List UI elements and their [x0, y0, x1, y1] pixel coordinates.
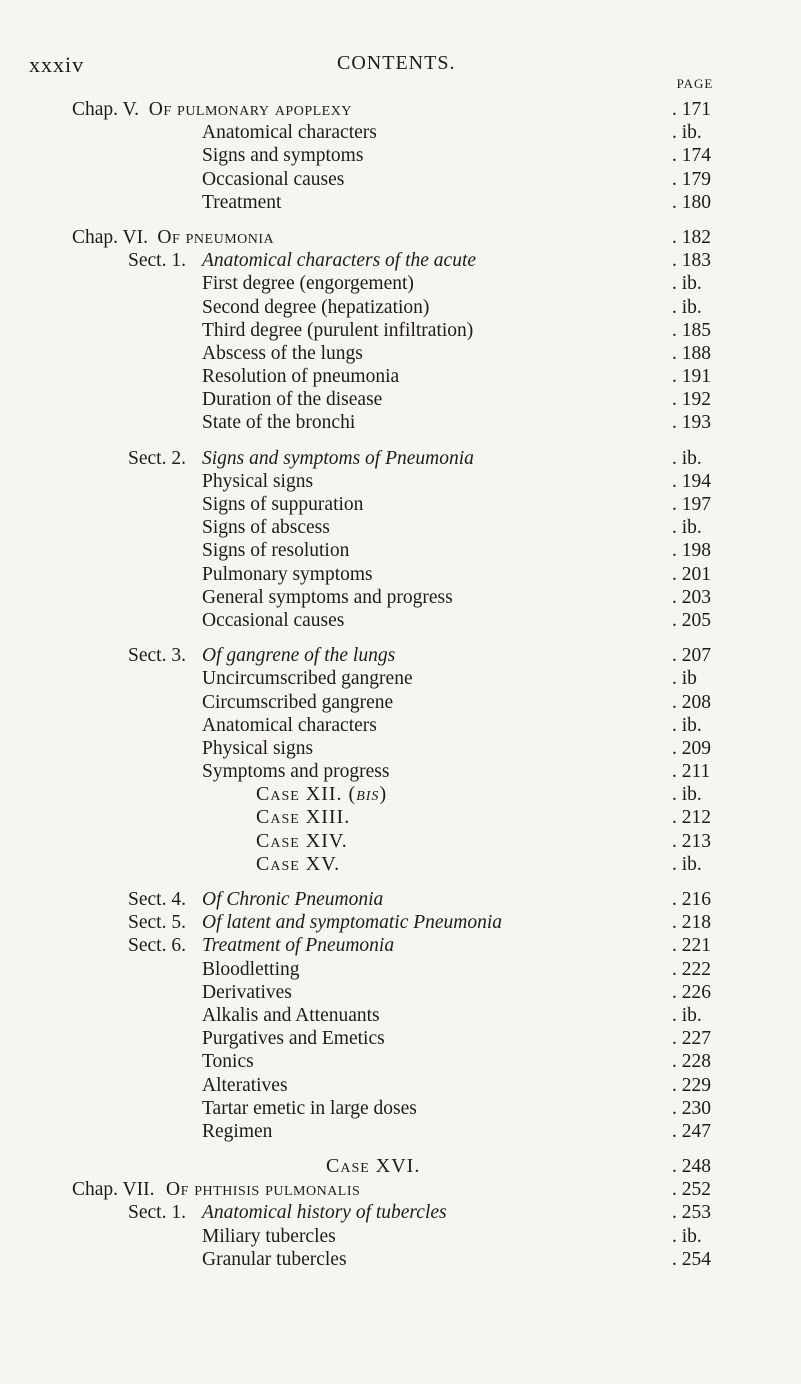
toc-entry-title: Physical signs [202, 470, 314, 492]
toc-entry-title: Anatomical characters [202, 714, 377, 736]
toc-entry [0, 493, 801, 516]
toc-entry-page: . 205 [672, 609, 711, 631]
toc-entry-page: . ib. [672, 853, 702, 875]
toc-entry-title: Anatomical characters of the acute [202, 250, 477, 272]
toc-entry-page: . ib. [672, 447, 702, 469]
toc-entry-title: Occasional causes [202, 168, 345, 190]
toc-entry [0, 1155, 801, 1178]
toc-entry-title: Case XV. [256, 852, 341, 875]
table-of-contents [0, 98, 801, 1271]
toc-entry-title: Signs and symptoms of Pneumonia [202, 447, 474, 469]
toc-entry-title: Of latent and symptomatic Pneumonia [202, 912, 503, 934]
running-title: CONTENTS. [337, 52, 456, 74]
toc-entry [0, 563, 801, 586]
toc-entry-page: . 194 [672, 470, 711, 492]
toc-entry-page: . ib [672, 668, 697, 690]
toc-entry-title: Third degree (purulent infiltration) [202, 319, 474, 341]
toc-entry-title: Case XIII. [256, 806, 351, 829]
toc-entry-page: . 227 [672, 1028, 711, 1050]
page-column-heading: PAGE [676, 76, 714, 91]
toc-entry [0, 783, 801, 806]
toc-entry-title: Miliary tubercles [202, 1225, 336, 1247]
toc-entry-page: . 253 [672, 1202, 711, 1224]
toc-entry-page: . 193 [672, 412, 711, 434]
toc-entry-title: Regimen [202, 1120, 273, 1142]
toc-entry [0, 144, 801, 167]
toc-entry-page: . 228 [672, 1051, 711, 1073]
toc-entry-page: . 197 [672, 494, 711, 515]
toc-entry-page: . 218 [672, 912, 711, 934]
running-head [29, 52, 749, 82]
toc-entry-page: . 201 [672, 563, 711, 585]
toc-entry [0, 121, 801, 144]
toc-entry-title: Alkalis and Attenuants [202, 1004, 380, 1026]
toc-entry-title: Signs of resolution [202, 540, 350, 562]
toc-entry-page: . ib. [672, 273, 702, 295]
toc-entry-title: First degree (engorgement) [202, 273, 414, 295]
toc-entry-title: Occasional causes [202, 609, 345, 631]
page-number: xxxiv [29, 52, 85, 77]
toc-entry-page: . ib. [672, 296, 702, 318]
toc-entry [0, 1248, 801, 1271]
toc-entry-number: Sect. 1. [128, 250, 186, 272]
toc-entry [0, 365, 801, 388]
toc-entry [0, 830, 801, 853]
toc-entry-title: Anatomical characters [202, 122, 377, 144]
toc-entry-number: Sect. 1. [128, 1202, 186, 1224]
toc-entry-page: . 192 [672, 389, 711, 411]
toc-entry-title: Signs of abscess [202, 517, 330, 539]
toc-entry [0, 644, 801, 667]
toc-entry-page: . 254 [672, 1248, 711, 1270]
toc-entry [0, 296, 801, 319]
toc-entry-page: . ib. [672, 1004, 702, 1026]
toc-entry-title: Purgatives and Emetics [202, 1028, 385, 1050]
toc-entry [0, 1178, 801, 1201]
toc-entry-page: . 212 [672, 807, 711, 829]
toc-entry-title: Symptoms and progress [202, 761, 390, 783]
toc-entry-title: Signs of suppuration [202, 494, 364, 515]
toc-entry-page: . 180 [672, 191, 711, 213]
toc-entry [0, 319, 801, 342]
toc-entry-page: . 179 [672, 168, 711, 190]
toc-entry-title: Second degree (hepatization) [202, 296, 430, 318]
toc-entry-title: Of pulmonary apoplexy [148, 99, 352, 120]
toc-entry-number: Sect. 3. [128, 645, 186, 667]
toc-entry-page: . ib. [672, 122, 702, 144]
toc-entry [0, 1201, 801, 1224]
toc-entry [0, 249, 801, 272]
toc-entry-title: Physical signs [202, 737, 314, 759]
toc-entry-title: General symptoms and progress [202, 586, 453, 608]
toc-entry-title: Of Chronic Pneumonia [202, 889, 384, 910]
toc-entry [0, 1097, 801, 1120]
toc-entry-page: . 183 [672, 250, 711, 272]
toc-entry-page: . 198 [672, 540, 711, 562]
toc-entry-title: Case XII. (bis) [256, 783, 388, 806]
toc-entry-page: . 188 [672, 342, 711, 364]
toc-entry-page: . 252 [672, 1179, 711, 1201]
toc-entry [0, 760, 801, 783]
toc-entry-title: Of pneumonia [157, 226, 275, 248]
toc-entry-page: . 208 [672, 691, 711, 713]
toc-entry [0, 737, 801, 760]
toc-entry-title: Uncircumscribed gangrene [202, 668, 413, 690]
toc-entry [0, 447, 801, 470]
toc-entry-page: . ib. [672, 784, 702, 806]
toc-entry-title: Treatment of Pneumonia [202, 935, 395, 957]
toc-entry-page: . 229 [672, 1074, 711, 1096]
toc-entry-title: Signs and symptoms [202, 145, 364, 167]
toc-entry [0, 586, 801, 609]
toc-entry [0, 1004, 801, 1027]
toc-entry [0, 958, 801, 981]
toc-entry-page: . 221 [672, 935, 711, 957]
toc-entry [0, 272, 801, 295]
toc-entry-page: . 171 [672, 99, 711, 120]
toc-entry-title: Tonics [202, 1051, 254, 1073]
toc-entry [0, 911, 801, 934]
toc-entry-page: . 248 [672, 1156, 711, 1178]
toc-entry [0, 470, 801, 493]
toc-entry [0, 888, 801, 911]
toc-entry-page: . ib. [672, 1225, 702, 1247]
toc-entry-number: Chap. VII. [72, 1179, 155, 1201]
toc-entry [0, 1074, 801, 1097]
toc-entry-title: Bloodletting [202, 958, 300, 980]
toc-entry-title: Of gangrene of the lungs [202, 645, 396, 667]
toc-entry-title: Circumscribed gangrene [202, 691, 394, 713]
toc-entry-number: Chap. VI. [72, 226, 149, 248]
toc-entry [0, 191, 801, 214]
toc-entry [0, 806, 801, 829]
toc-entry [0, 226, 801, 249]
toc-entry [0, 539, 801, 562]
toc-entry-page: . 230 [672, 1097, 711, 1119]
toc-entry [0, 388, 801, 411]
toc-entry-page: . 174 [672, 145, 711, 167]
toc-entry-page: . 222 [672, 958, 711, 980]
toc-entry-page: . 211 [672, 761, 711, 783]
toc-entry-page: . 216 [672, 889, 711, 910]
toc-entry-page: . 182 [672, 226, 711, 248]
toc-entry [0, 714, 801, 737]
toc-entry-page: . 191 [672, 366, 711, 388]
toc-entry-page: . ib. [672, 517, 702, 539]
toc-entry [0, 1027, 801, 1050]
toc-entry-title: Abscess of the lungs [202, 342, 363, 364]
toc-entry-title: Anatomical history of tubercles [202, 1202, 447, 1224]
toc-entry-title: State of the bronchi [202, 412, 356, 434]
toc-entry-title: Alteratives [202, 1074, 288, 1096]
toc-entry-page: . 207 [672, 645, 711, 667]
toc-entry [0, 667, 801, 690]
toc-entry-page: . 226 [672, 981, 711, 1003]
toc-entry-title: Of phthisis pulmonalis [166, 1179, 361, 1201]
toc-entry-title: Granular tubercles [202, 1248, 347, 1270]
toc-entry-page: . 203 [672, 586, 711, 608]
toc-entry-page: . 209 [672, 737, 711, 759]
toc-entry-number: Sect. 2. [128, 447, 186, 469]
toc-entry-title: Pulmonary symptoms [202, 563, 373, 585]
toc-entry [0, 609, 801, 632]
toc-entry-page: . 247 [672, 1120, 711, 1142]
toc-entry-number: Sect. 4. [128, 889, 186, 910]
toc-entry [0, 516, 801, 539]
toc-entry-title: Treatment [202, 191, 282, 213]
toc-entry [0, 934, 801, 957]
toc-entry-title: Duration of the disease [202, 389, 383, 411]
toc-entry-page: . 185 [672, 319, 711, 341]
toc-entry [0, 168, 801, 191]
toc-entry-number: Chap. V. [72, 99, 140, 120]
toc-entry [0, 853, 801, 876]
toc-entry [0, 1225, 801, 1248]
toc-entry-number: Sect. 6. [128, 935, 186, 957]
toc-entry [0, 98, 801, 121]
toc-entry [0, 411, 801, 434]
toc-entry-title: Case XVI. [326, 1155, 421, 1178]
toc-entry [0, 1050, 801, 1073]
toc-entry [0, 691, 801, 714]
toc-entry-title: Resolution of pneumonia [202, 366, 400, 388]
toc-entry-title: Case XIV. [256, 829, 348, 852]
toc-entry-page: . 213 [672, 830, 711, 852]
toc-entry-number: Sect. 5. [128, 912, 186, 934]
toc-entry-title: Tartar emetic in large doses [202, 1097, 417, 1119]
toc-entry-page: . ib. [672, 714, 702, 736]
toc-entry-title: Derivatives [202, 981, 292, 1003]
toc-entry [0, 981, 801, 1004]
toc-entry [0, 342, 801, 365]
toc-entry [0, 1120, 801, 1143]
